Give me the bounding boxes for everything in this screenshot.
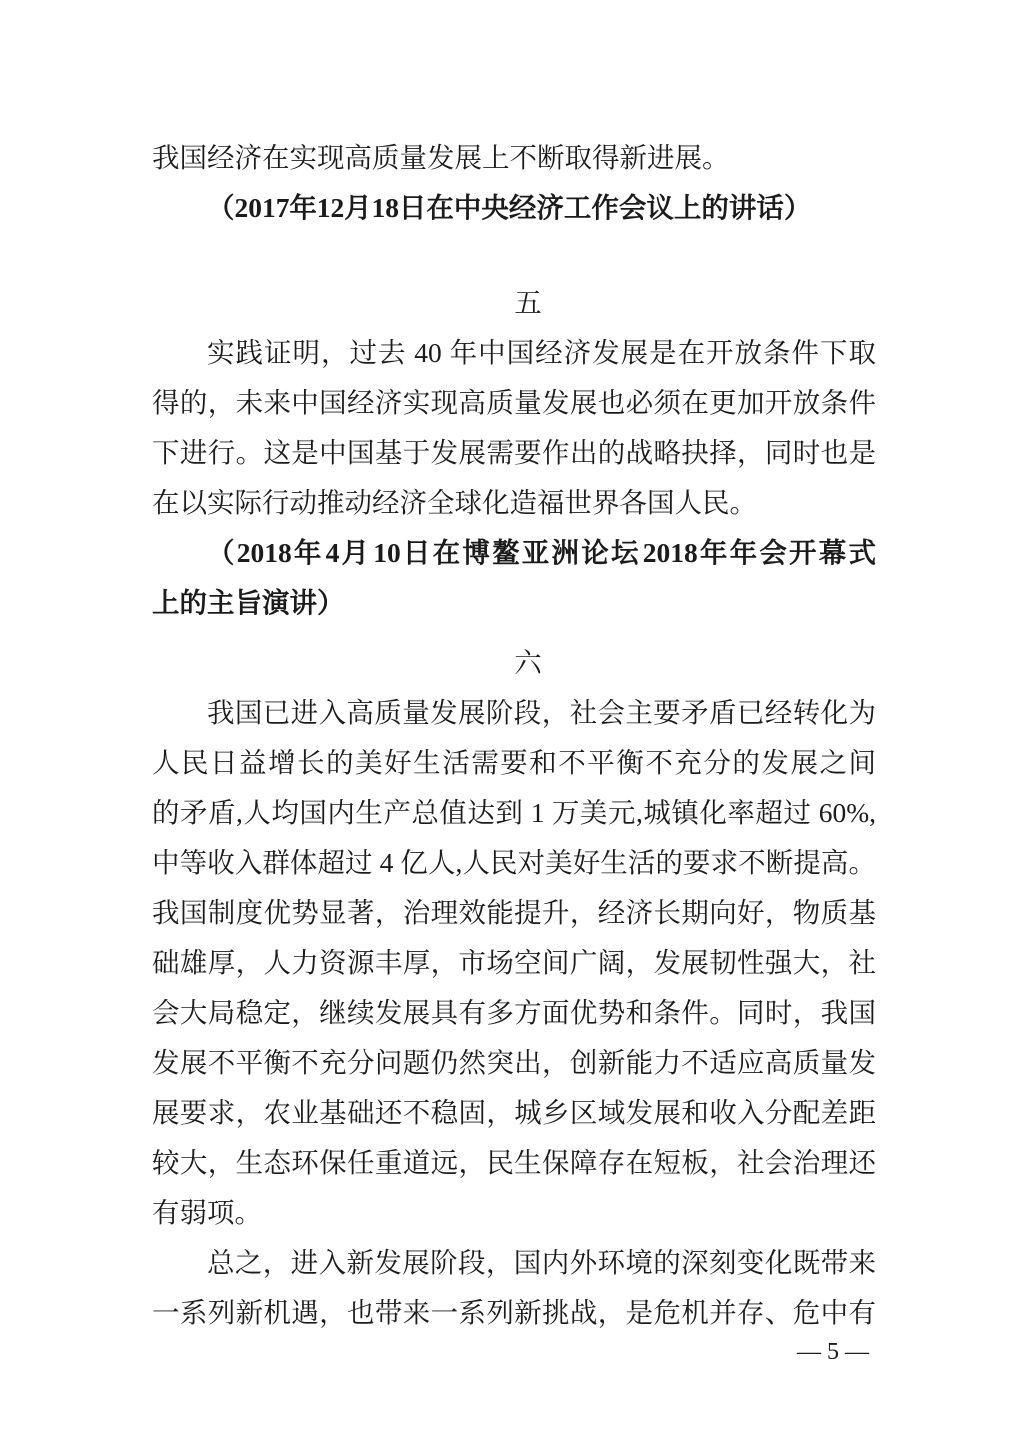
body-text-line: 下进行。这是中国基于发展需要作出的战略抉择，同时也是	[152, 437, 876, 468]
body-text-line: 较大，生态环保任重道远，民生保障存在短板，社会治理还	[152, 1147, 876, 1178]
attribution-line: 上的主旨演讲）	[152, 587, 345, 618]
body-text-line: 得的，未来中国经济实现高质量发展也必须在更加开放条件	[152, 387, 876, 418]
section-heading-five: 五	[514, 287, 542, 318]
body-text-line: 人民日益增长的美好生活需要和不平衡不充分的发展之间	[152, 747, 876, 778]
page-number: — 5 —	[797, 1339, 869, 1365]
body-text-line: 有弱项。	[152, 1197, 262, 1228]
body-text-line: 发展不平衡不充分问题仍然突出，创新能力不适应高质量发	[152, 1047, 876, 1078]
body-text-line: 在以实际行动推动经济全球化造福世界各国人民。	[152, 487, 757, 518]
body-text-line: 总之，进入新发展阶段，国内外环境的深刻变化既带来	[207, 1247, 876, 1278]
body-text-line: 会大局稳定，继续发展具有多方面优势和条件。同时，我国	[152, 997, 876, 1028]
attribution-line: （2017 年 12 月 18 日在中央经济工作会议上的讲话）	[207, 192, 812, 223]
body-text-line: 我国制度优势显著，治理效能提升，经济长期向好，物质基	[152, 897, 876, 928]
page-footer	[797, 1338, 869, 1366]
body-text-line: 础雄厚，人力资源丰厚，市场空间广阔，发展韧性强大，社	[152, 947, 876, 978]
body-text-line: 一系列新机遇，也带来一系列新挑战，是危机并存、危中有	[152, 1297, 876, 1328]
body-text-line: 展要求，农业基础还不稳固，城乡区域发展和收入分配差距	[152, 1097, 876, 1128]
body-text-line: 我国已进入高质量发展阶段，社会主要矛盾已经转化为	[207, 697, 876, 728]
body-text-line: 的矛盾,人均国内生产总值达到 1 万美元,城镇化率超过 60%,	[152, 797, 876, 828]
section-heading-six: 六	[514, 647, 542, 678]
attribution-line: （2018 年 4 月 10 日在博鳌亚洲论坛 2018 年年会开幕式	[207, 537, 876, 568]
body-text-line: 实践证明，过去 40 年中国经济发展是在开放条件下取	[207, 337, 876, 368]
document-content	[152, 133, 876, 1338]
body-text-line: 中等收入群体超过 4 亿人,人民对美好生活的要求不断提高。	[152, 847, 876, 878]
body-text-line: 我国经济在实现高质量发展上不断取得新进展。	[152, 142, 730, 173]
